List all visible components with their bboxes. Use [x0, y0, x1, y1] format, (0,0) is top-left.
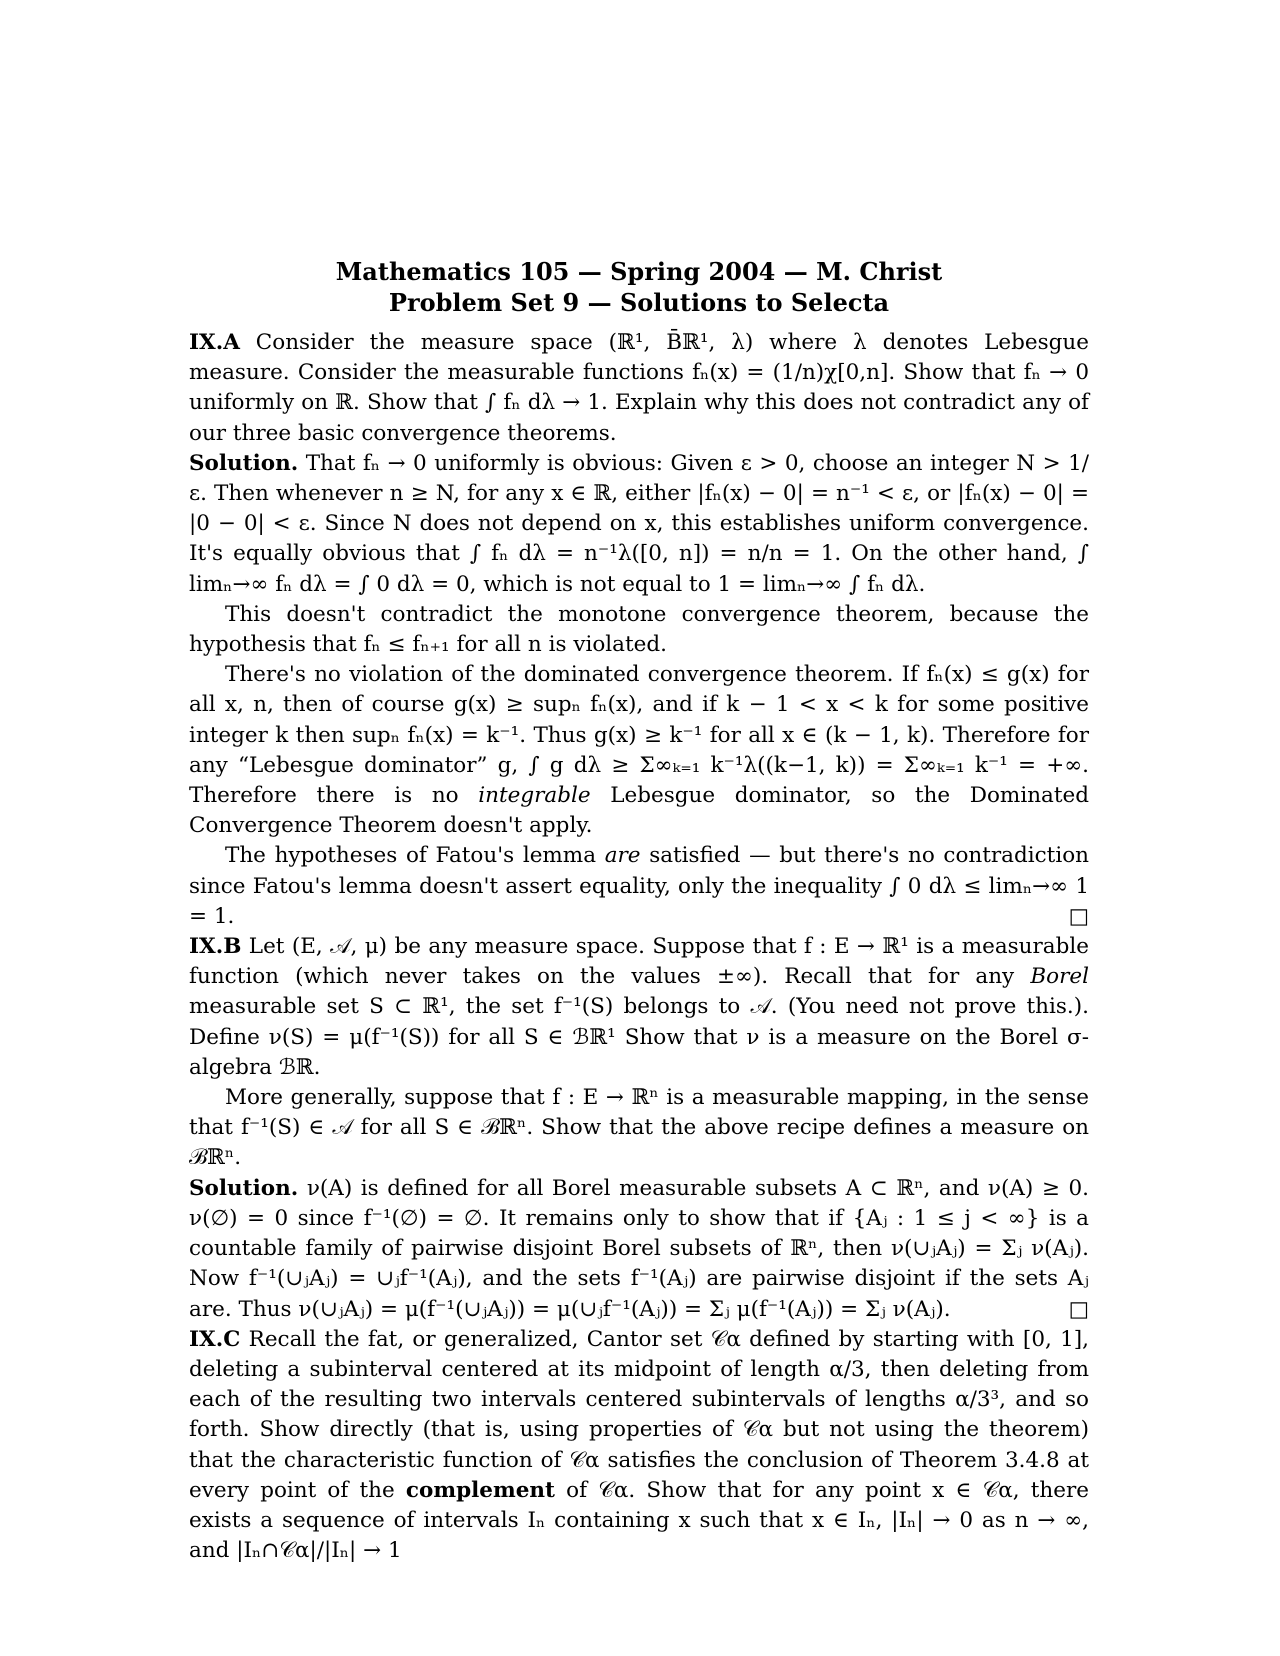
solution-ixa-text: That fₙ → 0 uniformly is obvious: Given ε > 0, choose an integer N > 1/ε. Then whenever n ≥ N, for any x ∈ ℝ, either |fₙ(x) − 0| = n⁻¹ < ε, or |fₙ(x) − 0| = |0 − 0| < ε. Since N does not depend on x, this establishes uniform convergence. It's equally obvious that ∫ fₙ dλ = n⁻¹λ([0, n]) = n/n = 1. On the other hand, ∫ limₙ→∞ fₙ dλ = ∫ 0 dλ = 0, which is not equal to 1 = limₙ→∞ ∫ fₙ dλ. [189, 450, 1089, 597]
solution-ixa-fatou-end: satisfied — but there's no contradiction since Fatou's lemma doesn't assert equality, only the inequality ∫ 0 dλ ≤ limₙ→∞ 1 = 1. [189, 843, 1089, 929]
problem-ixc-emphasis: complement [405, 1477, 555, 1503]
page-content [189, 256, 1089, 1566]
solution-ixa-monotone: This doesn't contradict the monotone convergence theorem, because the hypothesis that fₙ ≤ fₙ₊₁ for all n is violated. [189, 601, 1089, 658]
solution-ixa-dominated-text: There's no violation of the dominated convergence theorem. If fₙ(x) ≤ g(x) for all x, n, then of course g(x) ≥ supₙ fₙ(x), and if k − 1 < x < k for some positive integer k then supₙ fₙ(x) = k⁻¹. Thus g(x) ≥ k⁻¹ for all x ∈ (k − 1, k). Therefore for any “Lebesgue dominator” g, ∫ g dλ ≥ Σ∞ₖ₌₁ k⁻¹λ((k−1, k)) = Σ∞ₖ₌₁ k⁻¹ = +∞. Therefore there is no [189, 662, 1089, 809]
problem-ixb-generalization: More generally, suppose that f : E → ℝⁿ is a measurable mapping, in the sense that f⁻¹(S) ∈ 𝒜 for all S ∈ ℬℝⁿ. Show that the above recipe defines a measure on ℬℝⁿ. [189, 1085, 1089, 1171]
solution-ixb [189, 1174, 1089, 1325]
problem-ixa-statement: Consider the measure space (ℝ¹, B̄ℝ¹, λ) where λ denotes Lebesgue measure. Consider the measurable functions fₙ(x) = (1/n)χ[0,n]. Show that fₙ → 0 uniformly on ℝ. Show that ∫ fₙ dλ → 1. Explain why this does not contradict any of our three basic convergence theorems. [189, 330, 1089, 446]
solution-ixb-text: ν(A) is defined for all Borel measurable subsets A ⊂ ℝⁿ, and ν(A) ≥ 0. ν(∅) = 0 since f⁻¹(∅) = ∅. It remains only to show that if {Aⱼ : 1 ≤ j < ∞} is a countable family of pairwise disjoint Borel subsets of ℝⁿ, then ν(∪ⱼAⱼ) = Σⱼ ν(Aⱼ). Now f⁻¹(∪ⱼAⱼ) = ∪ⱼf⁻¹(Aⱼ), and the sets f⁻¹(Aⱼ) are pairwise disjoint if the sets Aⱼ are. Thus ν(∪ⱼAⱼ) = μ(f⁻¹(∪ⱼAⱼ)) = μ(∪ⱼf⁻¹(Aⱼ)) = Σⱼ μ(f⁻¹(Aⱼ)) = Σⱼ ν(Aⱼ). [189, 1175, 1089, 1322]
document-title-line-2: Problem Set 9 — Solutions to Selecta [388, 288, 890, 317]
qed-icon: □ [1068, 1296, 1089, 1322]
document-body [189, 328, 1089, 1566]
solution-ixb-label: Solution. [189, 1175, 299, 1201]
problem-ixb [189, 932, 1089, 1083]
problem-ixa [189, 328, 1089, 449]
document-title-line-1: Mathematics 105 — Spring 2004 — M. Christ [335, 257, 943, 286]
problem-ixa-label: IX.A [189, 330, 240, 355]
solution-ixa-fatou-text: The hypotheses of Fatou's lemma [225, 843, 597, 869]
problem-ixc [189, 1325, 1089, 1567]
problem-ixb-label: IX.B [189, 934, 242, 960]
solution-ixa-dominated-end: Lebesgue dominator, so the Dominated Convergence Theorem doesn't apply. [189, 783, 1089, 839]
solution-ixa-label: Solution. [189, 450, 299, 476]
problem-ixc-statement: Recall the fat, or generalized, Cantor set 𝒞α defined by starting with [0, 1], deleting a subinterval centered at its midpoint of length α/3, then deleting from each of the resulting two intervals centered subintervals of lengths α/3³, and so forth. Show directly (that is, using properties of 𝒞α but not using the theorem) that the characteristic function of 𝒞α satisfies the conclusion of Theorem 3.4.8 at every point of the [189, 1326, 1090, 1503]
solution-ixa-fatou-emphasis: are [604, 843, 641, 869]
solution-ixa [189, 449, 1089, 600]
problem-ixc-label: IX.C [189, 1326, 241, 1352]
problem-ixb-statement: Let (E, 𝒜, μ) be any measure space. Suppose that f : E → ℝ¹ is a measurable function (which never takes on the values ±∞). Recall that for any [189, 934, 1089, 990]
problem-ixb-emphasis: Borel [1030, 964, 1089, 990]
problem-ixb-statement-end: measurable set S ⊂ ℝ¹, the set f⁻¹(S) belongs to 𝒜. (You need not prove this.). Define ν(S) = μ(f⁻¹(S)) for all S ∈ ℬℝ¹ Show that ν is a measure on the Borel σ-algebra ℬℝ. [189, 994, 1089, 1080]
solution-ixa-dominated [189, 660, 1089, 841]
qed-icon: □ [1068, 903, 1089, 929]
problem-ixc-statement-end: of 𝒞α. Show that for any point x ∈ 𝒞α, there exists a sequence of intervals Iₙ containing x such that x ∈ Iₙ, |Iₙ| → 0 as n → ∞, and |Iₙ∩𝒞α|/|Iₙ| → 1 [189, 1477, 1089, 1564]
solution-ixa-fatou [189, 841, 1089, 932]
solution-ixa-dominated-emphasis: integrable [478, 783, 591, 809]
